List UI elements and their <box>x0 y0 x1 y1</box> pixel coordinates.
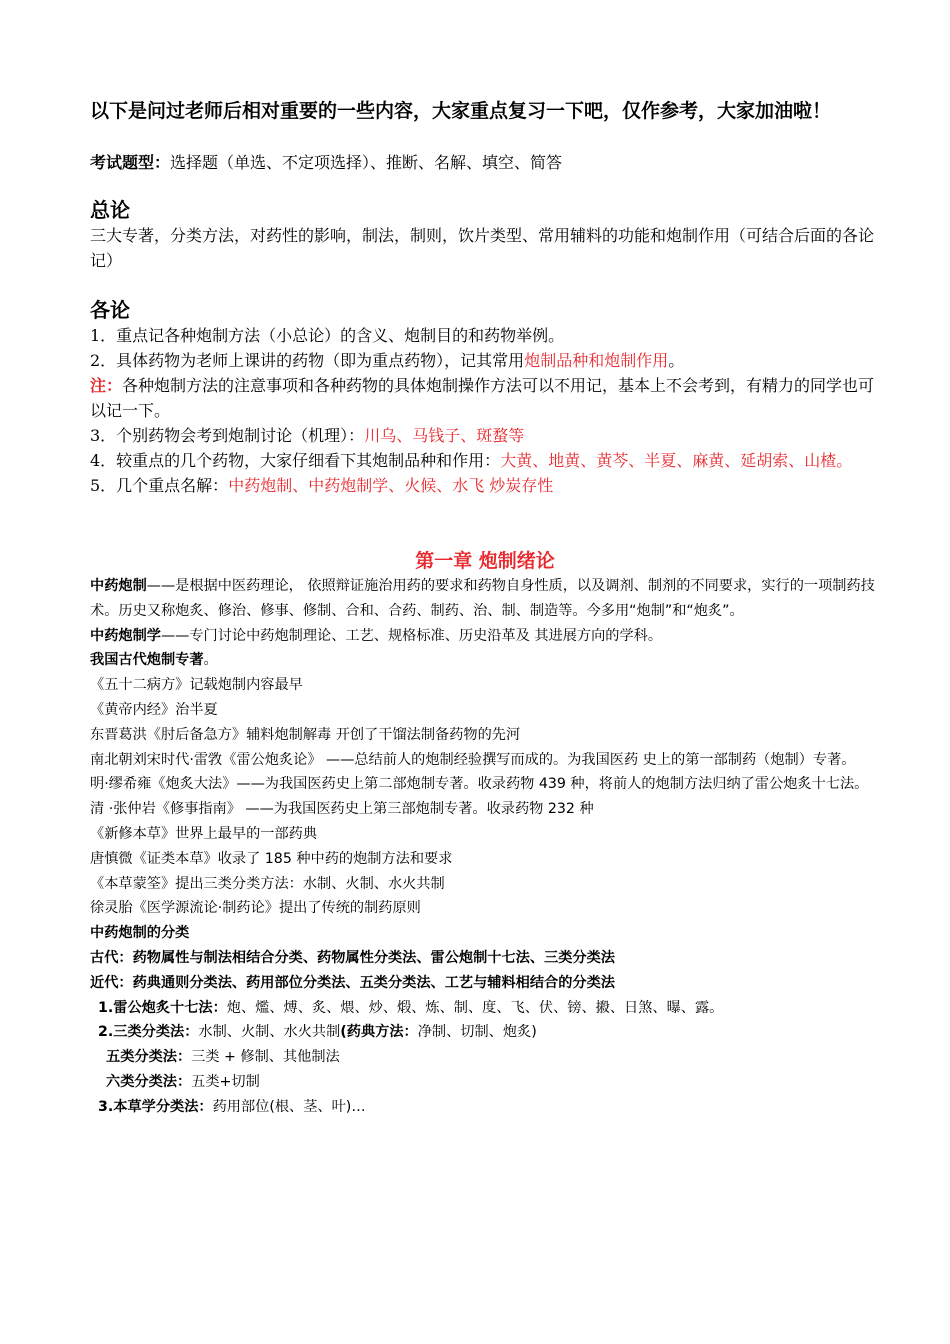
specific-heading: 各论 <box>90 298 130 322</box>
exam-types <box>90 151 880 175</box>
ancient-item: 徐灵胎《医学源流论·制药论》提出了传统的制药原则 <box>90 900 421 917</box>
chapter-title: 第一章 炮制绪论 <box>415 550 555 572</box>
ancient-item: 《新修本草》世界上最早的一部药典 <box>90 825 318 842</box>
ancient-item: 《黄帝内经》治半夏 <box>90 701 218 718</box>
ancient-item: 明·缪希雍《炮炙大法》——为我国医药史上第二部炮制专著。收录药物 439 种，将前人的炮制方法归纳了雷公炮炙十七法。 <box>90 776 869 793</box>
ancient-heading-tail: 。 <box>203 652 218 669</box>
m2-sub-label: (药典方法： <box>340 1024 418 1041</box>
specific-note <box>90 373 880 423</box>
ancient-item: 唐慎微《证类本草》收录了 185 种中药的炮制方法和要求 <box>90 850 453 867</box>
general-heading: 总论 <box>90 198 130 222</box>
def2-term: 中药炮制学 <box>90 627 161 644</box>
m2-text: 水制、火制、水火共制 <box>198 1024 341 1041</box>
m3-label: 3.本草学分类法： <box>98 1098 213 1115</box>
item5-highlight: 中药炮制、中药炮制学、火候、水飞 炒炭存性 <box>228 476 554 495</box>
specific-item-2 <box>90 348 880 373</box>
specific-item-3 <box>90 423 880 448</box>
method-2 <box>90 1020 880 1045</box>
definition-paozhixue <box>90 624 880 649</box>
ancient-heading <box>90 648 880 673</box>
method-2b <box>90 1045 880 1070</box>
definition-paozhi <box>90 574 880 624</box>
ancient-item: 《五十二病方》记载炮制内容最早 <box>90 677 303 694</box>
method-2c <box>90 1070 880 1095</box>
item4-text: 4．较重点的几个药物，大家仔细看下其炮制品种和作用： <box>90 451 501 470</box>
ancient-item: 《本草蒙筌》提出三类分类方法：水制、火制、水火共制 <box>90 875 445 892</box>
def2-text: ——专门讨论中药炮制理论、工艺、规格标准、历史沿革及 其进展方向的学科。 <box>160 627 663 644</box>
note-label: 注： <box>90 376 123 395</box>
m2b-text: 三类 + 修制、其他制法 <box>191 1049 340 1066</box>
m1-text: 炮、爁、煿、炙、煨、炒、煅、炼、制、度、飞、伏、镑、摋、日煞、曝、露。 <box>226 999 724 1016</box>
item3-text: 3．个别药物会考到炮制讨论（机理）： <box>90 426 365 445</box>
specific-item-4 <box>90 448 880 473</box>
item2-tail: 。 <box>668 351 685 370</box>
intro-text: 以下是问过老师后相对重要的一些内容，大家重点复习一下吧，仅作参考，大家加油啦！ <box>90 100 832 122</box>
exam-label: 考试题型： <box>90 153 171 172</box>
classification-modern: 近代：药典通则分类法、药用部位分类法、五类分类法、工艺与辅料相结合的分类法 <box>90 974 615 991</box>
general-text: 三大专著，分类方法，对药性的影响，制法，制则，饮片类型、常用辅料的功能和炮制作用（可结合后面的各论记） <box>90 226 875 270</box>
m2c-label: 六类分类法： <box>106 1073 192 1090</box>
def1-term: 中药炮制 <box>90 578 147 594</box>
m2c-text: 五类+切制 <box>191 1073 260 1090</box>
note-text: 各种炮制方法的注意事项和各种药物的具体炮制操作方法可以不用记，基本上不会考到，有精力的同学也可以记一下。 <box>90 376 875 420</box>
def1-text: ——是根据中医药理论， 依照辩证施治用药的要求和药物自身性质，以及调剂、制剂的不同要求，实行的一项制药技术。历史又称炮炙、修治、修事、修制、合和、合药、制药、治、制、制造等。今多用“炮制”和“炮炙”。 <box>90 578 875 619</box>
m1-label: 1.雷公炮炙十七法： <box>98 999 227 1016</box>
m2-sub-text: 净制、切制、炮炙) <box>417 1024 537 1041</box>
item3-highlight: 川乌、马钱子、斑蝥等 <box>364 426 525 445</box>
classification-heading: 中药炮制的分类 <box>90 925 190 942</box>
item2-highlight: 炮制品种和炮制作用 <box>524 351 669 370</box>
document-page <box>90 98 880 1120</box>
m2-label: 2.三类分类法： <box>98 1024 199 1041</box>
ancient-item: 清 ·张仲岩《修事指南》 ——为我国医药史上第三部炮制专著。收录药物 232 种 <box>90 801 594 818</box>
chapter-body <box>90 574 880 1120</box>
classification-ancient: 古代：药物属性与制法相结合分类、药物属性分类法、雷公炮制十七法、三类分类法 <box>90 949 615 966</box>
ancient-item: 南北朝刘宋时代·雷敩《雷公炮炙论》 ——总结前人的炮制经验撰写而成的。为我国医药 史上的第一部制药（炮制）专著。 <box>90 751 856 768</box>
general-section <box>90 197 880 273</box>
item4-highlight: 大黄、地黄、黄芩、半夏、麻黄、延胡索、山楂。 <box>500 451 853 470</box>
m3-text: 药用部位(根、茎、叶)… <box>212 1098 366 1115</box>
method-3 <box>90 1095 880 1120</box>
exam-text: 选择题（单选、不定项选择）、推断、名解、填空、简答 <box>170 153 563 172</box>
specific-item-1: 1．重点记各种炮制方法（小总论）的含义、炮制目的和药物举例。 <box>90 326 565 345</box>
specific-item-5 <box>90 473 880 498</box>
item5-text: 5．几个重点名解： <box>90 476 229 495</box>
method-1 <box>90 996 880 1021</box>
m2b-label: 五类分类法： <box>106 1049 192 1066</box>
ancient-heading-text: 我国古代炮制专著 <box>90 652 204 669</box>
ancient-item: 东晋葛洪《肘后备急方》辅料炮制解毒 开创了干馏法制备药物的先河 <box>90 726 521 743</box>
specific-section <box>90 297 880 498</box>
item2-text: 2．具体药物为老师上课讲的药物（即为重点药物），记其常用 <box>90 351 525 370</box>
